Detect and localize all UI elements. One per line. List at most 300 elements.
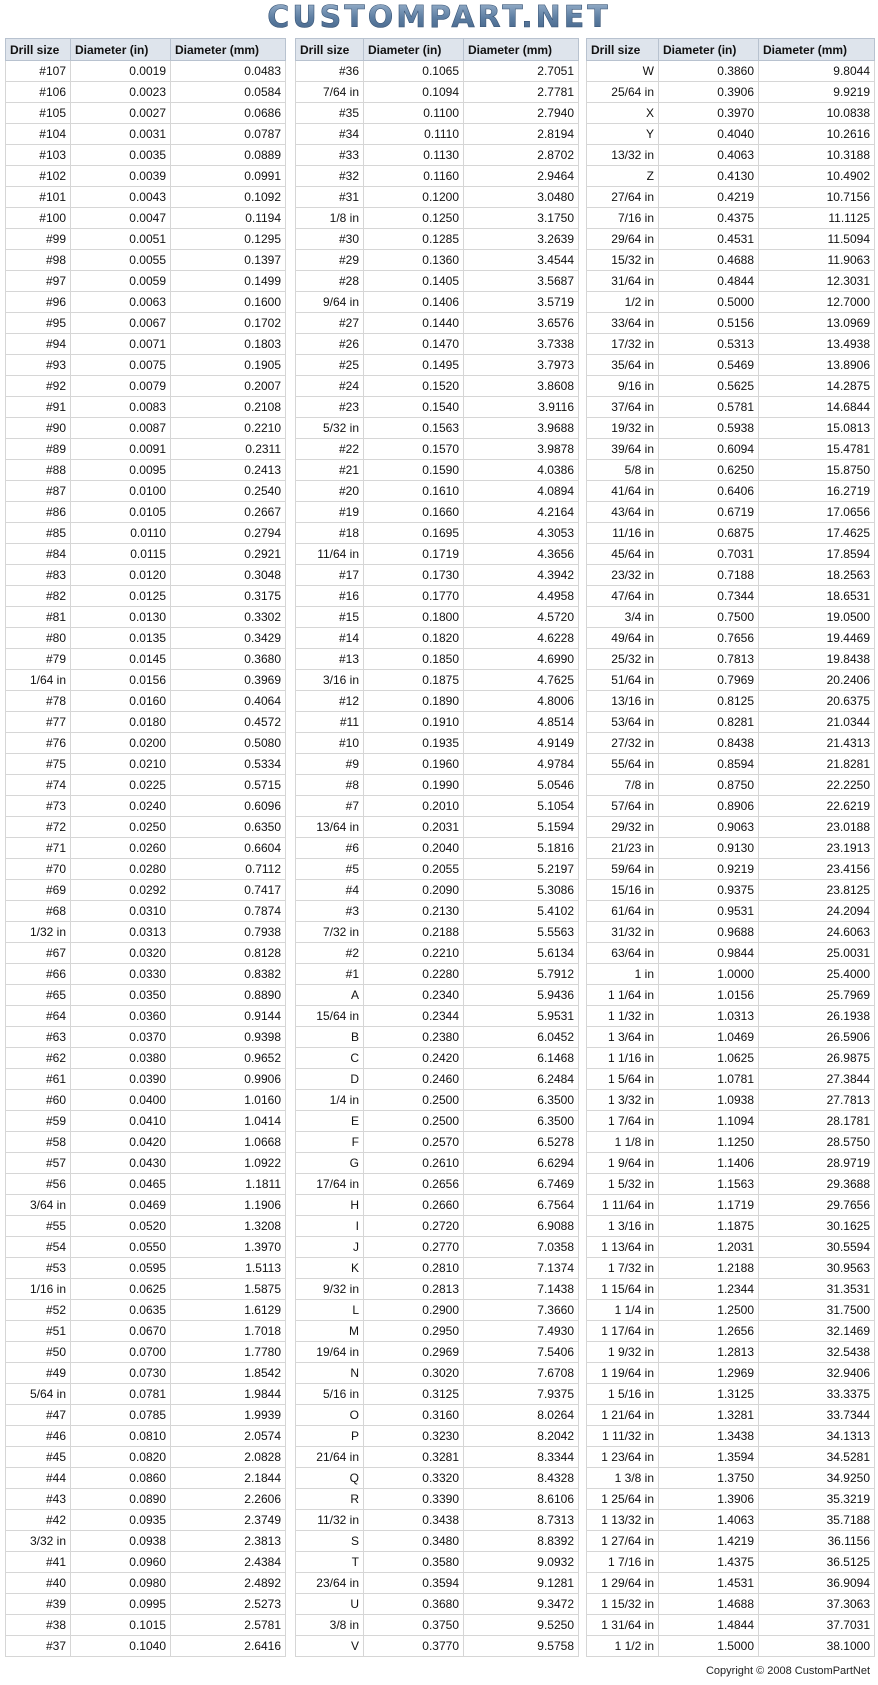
- diameter-in-cell: 0.0075: [71, 355, 171, 376]
- diameter-mm-cell: 0.3429: [171, 628, 286, 649]
- drill-size-cell: #11: [296, 712, 364, 733]
- diameter-in-cell: 0.0156: [71, 670, 171, 691]
- table-row: [587, 271, 875, 292]
- diameter-in-cell: 1.2031: [659, 1237, 759, 1258]
- table-row: [587, 1468, 875, 1489]
- drill-size-cell: #78: [6, 691, 71, 712]
- diameter-mm-cell: 4.0386: [464, 460, 579, 481]
- drill-size-cell: 21/23 in: [587, 838, 659, 859]
- drill-size-cell: #66: [6, 964, 71, 985]
- site-logo: [0, 0, 878, 34]
- table-row: [296, 145, 579, 166]
- drill-size-cell: 1 7/32 in: [587, 1258, 659, 1279]
- drill-size-cell: #104: [6, 124, 71, 145]
- diameter-in-cell: 1.3750: [659, 1468, 759, 1489]
- diameter-mm-cell: 5.1594: [464, 817, 579, 838]
- diameter-mm-cell: 12.3031: [759, 271, 875, 292]
- drill-size-cell: 45/64 in: [587, 544, 659, 565]
- table-row: [6, 208, 286, 229]
- drill-size-cell: #12: [296, 691, 364, 712]
- table-row: [296, 103, 579, 124]
- drill-size-cell: 3/8 in: [296, 1615, 364, 1636]
- diameter-in-cell: 0.1470: [364, 334, 464, 355]
- diameter-in-cell: 0.0180: [71, 712, 171, 733]
- diameter-mm-cell: 18.2563: [759, 565, 875, 586]
- table-row: [6, 145, 286, 166]
- drill-size-cell: 17/32 in: [587, 334, 659, 355]
- diameter-in-cell: 0.2380: [364, 1027, 464, 1048]
- table-header-row: [296, 39, 579, 61]
- diameter-in-cell: 0.0039: [71, 166, 171, 187]
- diameter-mm-cell: 23.4156: [759, 859, 875, 880]
- diameter-in-cell: 0.3320: [364, 1468, 464, 1489]
- diameter-in-cell: 0.0781: [71, 1384, 171, 1405]
- table-row: [6, 313, 286, 334]
- diameter-mm-cell: 2.0574: [171, 1426, 286, 1447]
- drill-size-cell: #37: [6, 1636, 71, 1657]
- diameter-in-cell: 0.0810: [71, 1426, 171, 1447]
- diameter-mm-cell: 5.3086: [464, 880, 579, 901]
- table-row: [296, 670, 579, 691]
- drill-size-cell: #99: [6, 229, 71, 250]
- diameter-mm-cell: 0.1905: [171, 355, 286, 376]
- diameter-mm-cell: 1.7780: [171, 1342, 286, 1363]
- table-row: [587, 166, 875, 187]
- table-row: [296, 628, 579, 649]
- drill-size-cell: #70: [6, 859, 71, 880]
- diameter-mm-cell: 1.0922: [171, 1153, 286, 1174]
- diameter-in-cell: 0.0370: [71, 1027, 171, 1048]
- drill-size-cell: 61/64 in: [587, 901, 659, 922]
- diameter-mm-cell: 9.9219: [759, 82, 875, 103]
- table-row: [296, 1489, 579, 1510]
- drill-size-cell: 31/64 in: [587, 271, 659, 292]
- diameter-in-cell: 0.0730: [71, 1363, 171, 1384]
- header-drill-size: Drill size: [6, 39, 71, 61]
- diameter-in-cell: 0.8438: [659, 733, 759, 754]
- diameter-in-cell: 0.3125: [364, 1384, 464, 1405]
- drill-size-cell: #27: [296, 313, 364, 334]
- table-row: [587, 1195, 875, 1216]
- drill-size-cell: #51: [6, 1321, 71, 1342]
- table-row: [587, 145, 875, 166]
- drill-size-cell: #102: [6, 166, 71, 187]
- diameter-mm-cell: 6.6294: [464, 1153, 579, 1174]
- header-diameter-in: Diameter (in): [659, 39, 759, 61]
- diameter-in-cell: 0.2570: [364, 1132, 464, 1153]
- diameter-in-cell: 0.2500: [364, 1090, 464, 1111]
- diameter-mm-cell: 6.7564: [464, 1195, 579, 1216]
- table-row: [6, 754, 286, 775]
- table-row: [6, 1489, 286, 1510]
- diameter-in-cell: 0.4688: [659, 250, 759, 271]
- drill-size-cell: 11/64 in: [296, 544, 364, 565]
- table-row: [296, 1384, 579, 1405]
- table-row: [587, 1447, 875, 1468]
- table-row: [587, 607, 875, 628]
- diameter-mm-cell: 4.3053: [464, 523, 579, 544]
- diameter-in-cell: 0.1094: [364, 82, 464, 103]
- drill-size-cell: U: [296, 1594, 364, 1615]
- diameter-mm-cell: 30.9563: [759, 1258, 875, 1279]
- diameter-in-cell: 0.7656: [659, 628, 759, 649]
- diameter-mm-cell: 8.6106: [464, 1489, 579, 1510]
- diameter-in-cell: 0.3750: [364, 1615, 464, 1636]
- drill-size-cell: 1 7/16 in: [587, 1552, 659, 1573]
- diameter-mm-cell: 0.2667: [171, 502, 286, 523]
- table-row: [296, 817, 579, 838]
- diameter-in-cell: 0.2610: [364, 1153, 464, 1174]
- table-row: [296, 271, 579, 292]
- drill-size-cell: #67: [6, 943, 71, 964]
- drill-size-cell: #45: [6, 1447, 71, 1468]
- diameter-mm-cell: 0.5080: [171, 733, 286, 754]
- diameter-mm-cell: 3.5719: [464, 292, 579, 313]
- diameter-in-cell: 1.2188: [659, 1258, 759, 1279]
- table-row: [6, 1111, 286, 1132]
- diameter-mm-cell: 7.4930: [464, 1321, 579, 1342]
- drill-table-3: [586, 38, 875, 1657]
- diameter-mm-cell: 19.0500: [759, 607, 875, 628]
- diameter-mm-cell: 2.2606: [171, 1489, 286, 1510]
- table-row: [6, 1300, 286, 1321]
- diameter-in-cell: 0.1130: [364, 145, 464, 166]
- diameter-mm-cell: 0.1499: [171, 271, 286, 292]
- diameter-in-cell: 1.2656: [659, 1321, 759, 1342]
- diameter-in-cell: 1.0781: [659, 1069, 759, 1090]
- drill-size-cell: 1 3/16 in: [587, 1216, 659, 1237]
- table-row: [296, 1132, 579, 1153]
- diameter-in-cell: 0.7813: [659, 649, 759, 670]
- diameter-in-cell: 0.5156: [659, 313, 759, 334]
- diameter-mm-cell: 4.8006: [464, 691, 579, 712]
- diameter-mm-cell: 1.8542: [171, 1363, 286, 1384]
- drill-size-cell: #55: [6, 1216, 71, 1237]
- drill-size-cell: 1 5/32 in: [587, 1174, 659, 1195]
- diameter-in-cell: 0.0125: [71, 586, 171, 607]
- diameter-in-cell: 1.1094: [659, 1111, 759, 1132]
- diameter-mm-cell: 0.0686: [171, 103, 286, 124]
- diameter-mm-cell: 7.6708: [464, 1363, 579, 1384]
- diameter-in-cell: 1.1875: [659, 1216, 759, 1237]
- table-row: [296, 922, 579, 943]
- diameter-in-cell: 0.0130: [71, 607, 171, 628]
- diameter-mm-cell: 22.6219: [759, 796, 875, 817]
- table-row: [587, 1111, 875, 1132]
- diameter-mm-cell: 2.3813: [171, 1531, 286, 1552]
- diameter-in-cell: 0.2500: [364, 1111, 464, 1132]
- table-row: [296, 1447, 579, 1468]
- table-row: [296, 1006, 579, 1027]
- diameter-in-cell: 0.0960: [71, 1552, 171, 1573]
- drill-size-cell: #88: [6, 460, 71, 481]
- table-row: [587, 1615, 875, 1636]
- diameter-mm-cell: 0.2413: [171, 460, 286, 481]
- diameter-in-cell: 0.1110: [364, 124, 464, 145]
- table-row: [6, 523, 286, 544]
- table-row: [6, 1636, 286, 1657]
- drill-size-cell: #64: [6, 1006, 71, 1027]
- diameter-mm-cell: 12.7000: [759, 292, 875, 313]
- diameter-mm-cell: 32.5438: [759, 1342, 875, 1363]
- drill-size-cell: #47: [6, 1405, 71, 1426]
- table-row: [296, 313, 579, 334]
- diameter-mm-cell: 8.8392: [464, 1531, 579, 1552]
- drill-size-cell: #41: [6, 1552, 71, 1573]
- diameter-in-cell: 0.6250: [659, 460, 759, 481]
- diameter-in-cell: 0.2280: [364, 964, 464, 985]
- diameter-mm-cell: 0.0787: [171, 124, 286, 145]
- diameter-mm-cell: 3.2639: [464, 229, 579, 250]
- diameter-in-cell: 0.2810: [364, 1258, 464, 1279]
- table-row: [6, 103, 286, 124]
- diameter-mm-cell: 0.3048: [171, 565, 286, 586]
- diameter-in-cell: 0.2900: [364, 1300, 464, 1321]
- drill-size-cell: 1 in: [587, 964, 659, 985]
- table-row: [587, 712, 875, 733]
- drill-size-cell: E: [296, 1111, 364, 1132]
- diameter-mm-cell: 13.4938: [759, 334, 875, 355]
- diameter-in-cell: 0.0250: [71, 817, 171, 838]
- diameter-mm-cell: 28.5750: [759, 1132, 875, 1153]
- diameter-in-cell: 0.3594: [364, 1573, 464, 1594]
- drill-size-cell: 19/64 in: [296, 1342, 364, 1363]
- diameter-in-cell: 1.5000: [659, 1636, 759, 1657]
- drill-size-cell: 15/16 in: [587, 880, 659, 901]
- diameter-in-cell: 0.4219: [659, 187, 759, 208]
- table-row: [587, 292, 875, 313]
- table-row: [6, 1552, 286, 1573]
- diameter-in-cell: 0.3970: [659, 103, 759, 124]
- table-row: [587, 1300, 875, 1321]
- drill-size-cell: #58: [6, 1132, 71, 1153]
- diameter-mm-cell: 1.0160: [171, 1090, 286, 1111]
- diameter-mm-cell: 27.7813: [759, 1090, 875, 1111]
- diameter-in-cell: 0.1695: [364, 523, 464, 544]
- drill-size-cell: #49: [6, 1363, 71, 1384]
- diameter-mm-cell: 4.6990: [464, 649, 579, 670]
- table-row: [6, 922, 286, 943]
- drill-size-cell: #7: [296, 796, 364, 817]
- diameter-in-cell: 0.0145: [71, 649, 171, 670]
- drill-size-cell: #3: [296, 901, 364, 922]
- diameter-mm-cell: 4.9149: [464, 733, 579, 754]
- table-row: [587, 775, 875, 796]
- drill-size-cell: 1 23/64 in: [587, 1447, 659, 1468]
- table-row: [296, 1468, 579, 1489]
- diameter-in-cell: 0.2340: [364, 985, 464, 1006]
- drill-size-cell: 1 29/64 in: [587, 1573, 659, 1594]
- diameter-in-cell: 0.1719: [364, 544, 464, 565]
- diameter-in-cell: 0.0067: [71, 313, 171, 334]
- diameter-in-cell: 1.0313: [659, 1006, 759, 1027]
- diameter-in-cell: 0.0430: [71, 1153, 171, 1174]
- drill-size-cell: 1 5/16 in: [587, 1384, 659, 1405]
- table-row: [587, 481, 875, 502]
- diameter-mm-cell: 0.0991: [171, 166, 286, 187]
- drill-table-2: [295, 38, 579, 1657]
- table-row: [296, 124, 579, 145]
- drill-size-cell: 43/64 in: [587, 502, 659, 523]
- diameter-in-cell: 0.2460: [364, 1069, 464, 1090]
- table-row: [6, 1384, 286, 1405]
- drill-size-cell: #25: [296, 355, 364, 376]
- table-row: [587, 1258, 875, 1279]
- diameter-mm-cell: 30.5594: [759, 1237, 875, 1258]
- drill-size-cell: N: [296, 1363, 364, 1384]
- diameter-in-cell: 0.3580: [364, 1552, 464, 1573]
- drill-size-cell: #54: [6, 1237, 71, 1258]
- diameter-in-cell: 0.1015: [71, 1615, 171, 1636]
- drill-size-cell: 1 19/64 in: [587, 1363, 659, 1384]
- diameter-mm-cell: 8.4328: [464, 1468, 579, 1489]
- diameter-mm-cell: 11.5094: [759, 229, 875, 250]
- header-diameter-in: Diameter (in): [71, 39, 171, 61]
- diameter-in-cell: 0.2660: [364, 1195, 464, 1216]
- table-row: [587, 1489, 875, 1510]
- drill-size-cell: #2: [296, 943, 364, 964]
- diameter-mm-cell: 6.1468: [464, 1048, 579, 1069]
- drill-size-cell: 29/64 in: [587, 229, 659, 250]
- diameter-mm-cell: 0.9144: [171, 1006, 286, 1027]
- table-row: [587, 964, 875, 985]
- diameter-in-cell: 0.5000: [659, 292, 759, 313]
- drill-size-cell: #84: [6, 544, 71, 565]
- table-row: [587, 1216, 875, 1237]
- diameter-mm-cell: 2.4384: [171, 1552, 286, 1573]
- drill-size-cell: 7/64 in: [296, 82, 364, 103]
- table-row: [296, 1531, 579, 1552]
- drill-size-cell: 15/32 in: [587, 250, 659, 271]
- diameter-in-cell: 0.0310: [71, 901, 171, 922]
- table-row: [587, 1237, 875, 1258]
- drill-size-cell: #56: [6, 1174, 71, 1195]
- diameter-mm-cell: 37.3063: [759, 1594, 875, 1615]
- diameter-mm-cell: 7.0358: [464, 1237, 579, 1258]
- diameter-mm-cell: 0.9652: [171, 1048, 286, 1069]
- diameter-mm-cell: 5.1054: [464, 796, 579, 817]
- diameter-in-cell: 0.0860: [71, 1468, 171, 1489]
- diameter-mm-cell: 6.3500: [464, 1111, 579, 1132]
- diameter-mm-cell: 33.7344: [759, 1405, 875, 1426]
- table-row: [296, 1174, 579, 1195]
- diameter-in-cell: 0.1590: [364, 460, 464, 481]
- diameter-mm-cell: 2.4892: [171, 1573, 286, 1594]
- diameter-mm-cell: 2.7940: [464, 103, 579, 124]
- diameter-in-cell: 0.0635: [71, 1300, 171, 1321]
- diameter-mm-cell: 0.1600: [171, 292, 286, 313]
- table-row: [587, 418, 875, 439]
- diameter-in-cell: 0.4040: [659, 124, 759, 145]
- diameter-mm-cell: 17.0656: [759, 502, 875, 523]
- table-row: [587, 901, 875, 922]
- diameter-in-cell: 0.5625: [659, 376, 759, 397]
- drill-size-cell: #10: [296, 733, 364, 754]
- diameter-mm-cell: 8.7313: [464, 1510, 579, 1531]
- diameter-in-cell: 0.1820: [364, 628, 464, 649]
- diameter-mm-cell: 0.1702: [171, 313, 286, 334]
- diameter-in-cell: 0.0820: [71, 1447, 171, 1468]
- diameter-in-cell: 0.0400: [71, 1090, 171, 1111]
- diameter-mm-cell: 6.3500: [464, 1090, 579, 1111]
- drill-size-cell: #106: [6, 82, 71, 103]
- diameter-mm-cell: 4.9784: [464, 754, 579, 775]
- diameter-in-cell: 1.3594: [659, 1447, 759, 1468]
- table-row: [6, 1573, 286, 1594]
- diameter-mm-cell: 2.5781: [171, 1615, 286, 1636]
- table-row: [587, 355, 875, 376]
- diameter-mm-cell: 5.9531: [464, 1006, 579, 1027]
- drill-size-cell: 1 11/32 in: [587, 1426, 659, 1447]
- drill-size-cell: #4: [296, 880, 364, 901]
- table-row: [6, 1531, 286, 1552]
- table-row: [6, 544, 286, 565]
- diameter-in-cell: 0.0051: [71, 229, 171, 250]
- table-row: [296, 1594, 579, 1615]
- copyright-footer: Copyright © 2008 CustomPartNet: [705, 1665, 870, 1677]
- diameter-in-cell: 0.0625: [71, 1279, 171, 1300]
- drill-size-cell: 11/16 in: [587, 523, 659, 544]
- table-row: [296, 1090, 579, 1111]
- table-row: [587, 502, 875, 523]
- diameter-mm-cell: 0.2921: [171, 544, 286, 565]
- drill-size-cell: 57/64 in: [587, 796, 659, 817]
- table-row: [6, 397, 286, 418]
- table-row: [6, 670, 286, 691]
- diameter-mm-cell: 31.7500: [759, 1300, 875, 1321]
- table-row: [587, 334, 875, 355]
- diameter-in-cell: 0.0420: [71, 1132, 171, 1153]
- table-row: [587, 565, 875, 586]
- diameter-in-cell: 0.0350: [71, 985, 171, 1006]
- diameter-in-cell: 0.1285: [364, 229, 464, 250]
- table-row: [296, 397, 579, 418]
- drill-size-cell: #107: [6, 61, 71, 82]
- diameter-in-cell: 0.0935: [71, 1510, 171, 1531]
- drill-size-cell: #59: [6, 1111, 71, 1132]
- table-row: [296, 1195, 579, 1216]
- table-row: [587, 1552, 875, 1573]
- diameter-mm-cell: 25.4000: [759, 964, 875, 985]
- drill-size-cell: 5/32 in: [296, 418, 364, 439]
- diameter-mm-cell: 32.9406: [759, 1363, 875, 1384]
- diameter-mm-cell: 9.0932: [464, 1552, 579, 1573]
- diameter-in-cell: 0.1570: [364, 439, 464, 460]
- table-row: [296, 754, 579, 775]
- table-row: [6, 460, 286, 481]
- drill-size-cell: B: [296, 1027, 364, 1048]
- drill-size-cell: 1 3/64 in: [587, 1027, 659, 1048]
- diameter-in-cell: 0.3770: [364, 1636, 464, 1657]
- diameter-in-cell: 1.3281: [659, 1405, 759, 1426]
- drill-size-cell: #26: [296, 334, 364, 355]
- table-row: [6, 796, 286, 817]
- diameter-mm-cell: 15.4781: [759, 439, 875, 460]
- table-row: [296, 1069, 579, 1090]
- diameter-mm-cell: 31.3531: [759, 1279, 875, 1300]
- diameter-mm-cell: 3.9688: [464, 418, 579, 439]
- diameter-mm-cell: 25.0031: [759, 943, 875, 964]
- diameter-mm-cell: 38.1000: [759, 1636, 875, 1657]
- diameter-in-cell: 0.9844: [659, 943, 759, 964]
- diameter-mm-cell: 14.2875: [759, 376, 875, 397]
- drill-size-cell: 1 1/8 in: [587, 1132, 659, 1153]
- table-row: [587, 1174, 875, 1195]
- diameter-in-cell: 0.5313: [659, 334, 759, 355]
- drill-size-cell: #40: [6, 1573, 71, 1594]
- table-row: [6, 649, 286, 670]
- table-header-row: [587, 39, 875, 61]
